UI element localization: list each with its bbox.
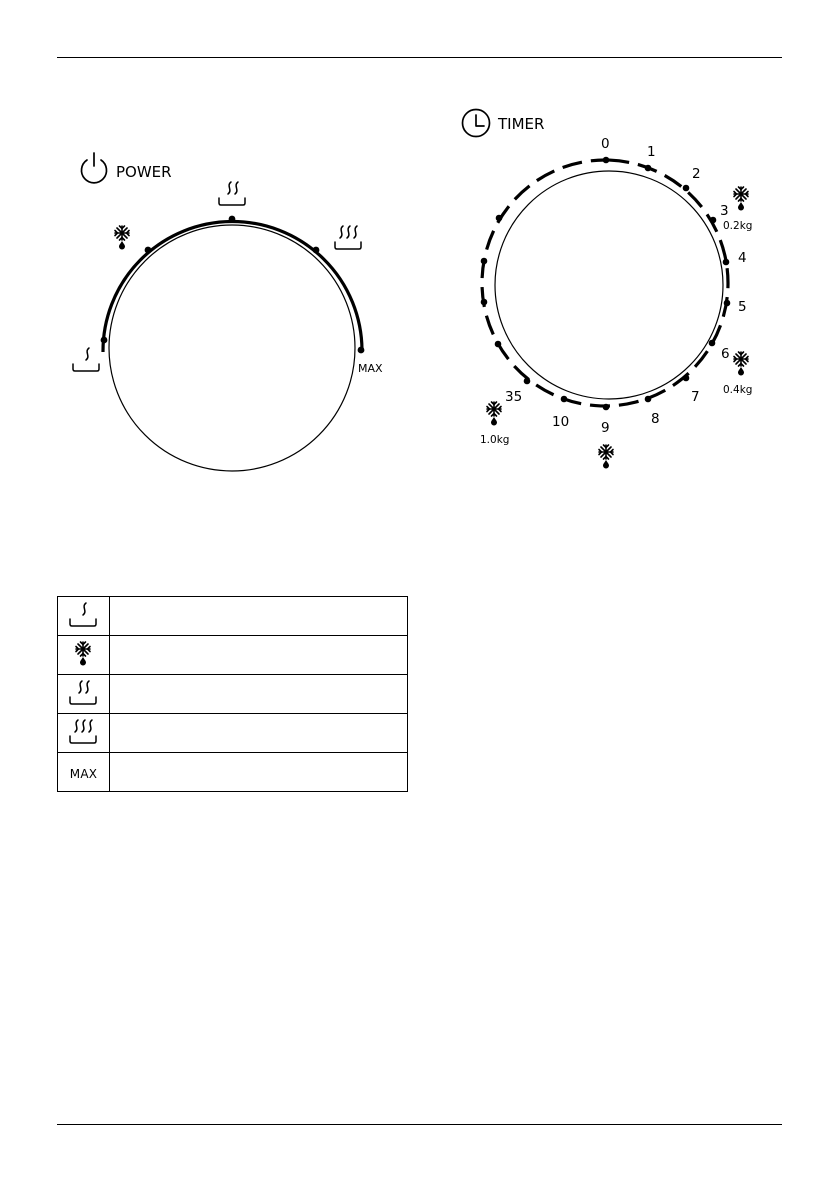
legend-row-medium — [58, 675, 408, 714]
timer-dot-8 — [645, 396, 652, 403]
timer-label-4: 4 — [738, 250, 747, 266]
power-dial — [73, 153, 383, 471]
timer-title: TIMER — [498, 115, 545, 133]
timer-dot-7 — [683, 375, 690, 382]
defrost-icon-0.2kg — [734, 187, 748, 211]
timer-label-0: 0 — [601, 136, 610, 152]
defrost-weight-0.2kg: 0.2kg — [723, 220, 753, 232]
defrost-weight-1.0kg: 1.0kg — [480, 434, 510, 446]
timer-label-10: 10 — [552, 414, 570, 430]
timer-dot-6 — [709, 340, 716, 347]
timer-label-9: 9 — [601, 420, 610, 436]
power-knob[interactable] — [109, 225, 355, 471]
legend-row-max — [58, 753, 408, 792]
timer-dot-0 — [603, 157, 610, 164]
timer-label-6: 6 — [721, 346, 730, 362]
legend-row-low — [58, 597, 408, 636]
timer-label-15: 35 — [505, 389, 523, 405]
timer-dot-20 — [495, 341, 502, 348]
defrost-icon-0.4kg — [734, 352, 748, 376]
timer-dot-4 — [723, 259, 730, 266]
power-dot-defrost — [145, 247, 152, 254]
timer-label-8: 8 — [651, 411, 660, 427]
power-dot-medium — [229, 216, 236, 223]
timer-dot-1 — [645, 165, 652, 172]
timer-label-3: 3 — [720, 203, 729, 219]
power-legend-table — [57, 596, 408, 792]
power-dot-high — [313, 247, 320, 254]
legend-description — [109, 675, 407, 714]
timer-dot-9 — [603, 404, 610, 411]
power-dot-max — [358, 347, 365, 354]
medium-heat-icon — [219, 182, 245, 205]
timer-label-7: 7 — [691, 389, 700, 405]
timer-dot-35 — [496, 215, 503, 222]
legend-description — [109, 714, 407, 753]
timer-label-5: 5 — [738, 299, 747, 315]
legend-row-defrost — [58, 636, 408, 675]
timer-dot-30 — [481, 258, 488, 265]
defrost-icon-1.0kg — [487, 402, 501, 426]
power-max-label: MAX — [358, 362, 383, 375]
footer-rule — [57, 1124, 782, 1125]
timer-dot-3 — [710, 217, 717, 224]
power-icon — [82, 153, 107, 183]
timer-dot-5 — [724, 300, 731, 307]
power-title: POWER — [116, 163, 172, 181]
legend-row-high — [58, 714, 408, 753]
timer-label-2: 2 — [692, 166, 701, 182]
timer-dial — [463, 110, 753, 469]
low-heat-icon — [73, 348, 99, 371]
defrost-icon — [115, 226, 129, 250]
timer-knob[interactable] — [495, 171, 723, 399]
power-dot-low — [101, 337, 108, 344]
defrost-icon-9 — [599, 445, 613, 469]
low-heat-icon — [65, 597, 101, 631]
medium-heat-icon — [65, 675, 101, 709]
clock-icon — [463, 110, 490, 137]
legend-description — [109, 597, 407, 636]
timer-label-1: 1 — [647, 144, 656, 160]
timer-dot-10 — [561, 396, 568, 403]
timer-dot-15 — [524, 378, 531, 385]
timer-dot-25 — [481, 299, 488, 306]
defrost-weight-0.4kg: 0.4kg — [723, 384, 753, 396]
legend-description — [109, 753, 407, 792]
high-heat-icon — [65, 714, 101, 748]
timer-dot-2 — [683, 185, 690, 192]
legend-description — [109, 636, 407, 675]
defrost-icon — [65, 636, 101, 670]
legend-max-label: MAX — [69, 766, 98, 781]
high-heat-icon — [335, 226, 361, 249]
